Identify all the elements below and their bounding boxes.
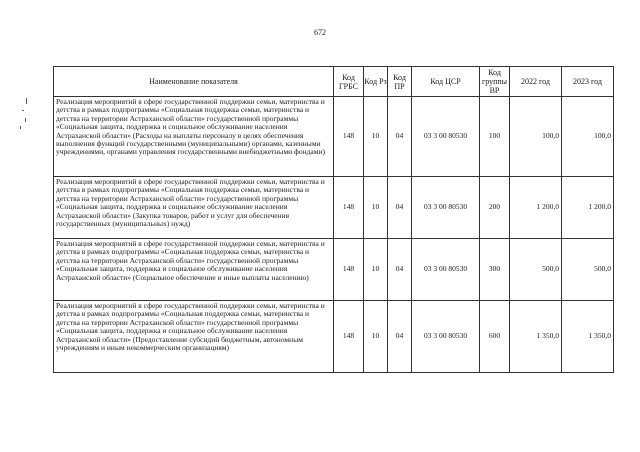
header-grbs: Код ГРБС	[334, 67, 364, 97]
row-rz: 10	[364, 301, 388, 373]
header-2022: 2022 год	[510, 67, 562, 97]
header-rz: Код Рз	[364, 67, 388, 97]
row-grbs: 148	[334, 177, 364, 239]
table-row	[54, 301, 614, 373]
row-pr: 04	[388, 301, 412, 373]
margin-marks	[16, 96, 46, 136]
row-2023: 1 200,0	[562, 177, 614, 239]
row-2023: 500,0	[562, 239, 614, 301]
row-pr: 04	[388, 239, 412, 301]
row-grbs: 148	[334, 301, 364, 373]
page-number: 672	[314, 28, 326, 37]
row-2022: 500,0	[510, 239, 562, 301]
row-2022: 1 200,0	[510, 177, 562, 239]
header-row	[54, 67, 614, 97]
row-grbs: 148	[334, 239, 364, 301]
header-vr: Код группы ВР	[480, 67, 510, 97]
header-pr: Код ПР	[388, 67, 412, 97]
row-name: Реализация мероприятий в сфере государственной поддержки семьи, материнства и детства в рамках подпрограммы «Социальная поддержка семьи, материнства и детства на территории Астраханской области» государственной программы «Социальная защита, поддержка и социальное обслуживание населения Астраханской области» (Расходы на выплаты персоналу в целях обеспечения выполнения функций государственными (муниципальными) органами, казенными учреждениями, органами управления государственными внебюджетными фондами)	[54, 97, 334, 177]
row-2023: 1 350,0	[562, 301, 614, 373]
row-name: Реализация мероприятий в сфере государственной поддержки семьи, материнства и детства в рамках подпрограммы «Социальная поддержка семьи, материнства и детства на территории Астраханской области» государственной программы «Социальная защита, поддержка и социальное обслуживание населения Астраханской области» (Закупка товаров, работ и услуг для обеспечения государственных (муниципальных) нужд)	[54, 177, 334, 239]
row-rz: 10	[364, 177, 388, 239]
header-2023: 2023 год	[562, 67, 614, 97]
row-csr: 03 3 00 80530	[412, 239, 480, 301]
row-pr: 04	[388, 97, 412, 177]
row-vr: 600	[480, 301, 510, 373]
row-csr: 03 3 00 80530	[412, 97, 480, 177]
table-row	[54, 177, 614, 239]
row-vr: 300	[480, 239, 510, 301]
row-2023: 100,0	[562, 97, 614, 177]
table-row	[54, 97, 614, 177]
row-name: Реализация мероприятий в сфере государственной поддержки семьи, материнства и детства в рамках подпрограммы «Социальная поддержка семьи, материнства и детства на территории Астраханской области» государственной программы «Социальная защита, поддержка и социальное обслуживание населения Астраханской области» (Предоставление субсидий бюджетным, автономным учреждениям и иным некоммерческим организациям)	[54, 301, 334, 373]
table-row	[54, 239, 614, 301]
row-pr: 04	[388, 177, 412, 239]
row-2022: 1 350,0	[510, 301, 562, 373]
row-grbs: 148	[334, 97, 364, 177]
row-rz: 10	[364, 97, 388, 177]
header-csr: Код ЦСР	[412, 67, 480, 97]
row-vr: 100	[480, 97, 510, 177]
row-2022: 100,0	[510, 97, 562, 177]
row-csr: 03 3 00 80530	[412, 301, 480, 373]
header-name: Наименование показателя	[54, 67, 334, 97]
budget-table	[53, 66, 614, 373]
row-vr: 200	[480, 177, 510, 239]
row-csr: 03 3 00 80530	[412, 177, 480, 239]
row-rz: 10	[364, 239, 388, 301]
row-name: Реализация мероприятий в сфере государственной поддержки семьи, материнства и детства в рамках подпрограммы «Социальная поддержка семьи, материнства и детства на территории Астраханской области» государственной программы «Социальная защита, поддержка и социальное обслуживание населения Астраханской области» (Социальное обеспечение и иные выплаты населению)	[54, 239, 334, 301]
